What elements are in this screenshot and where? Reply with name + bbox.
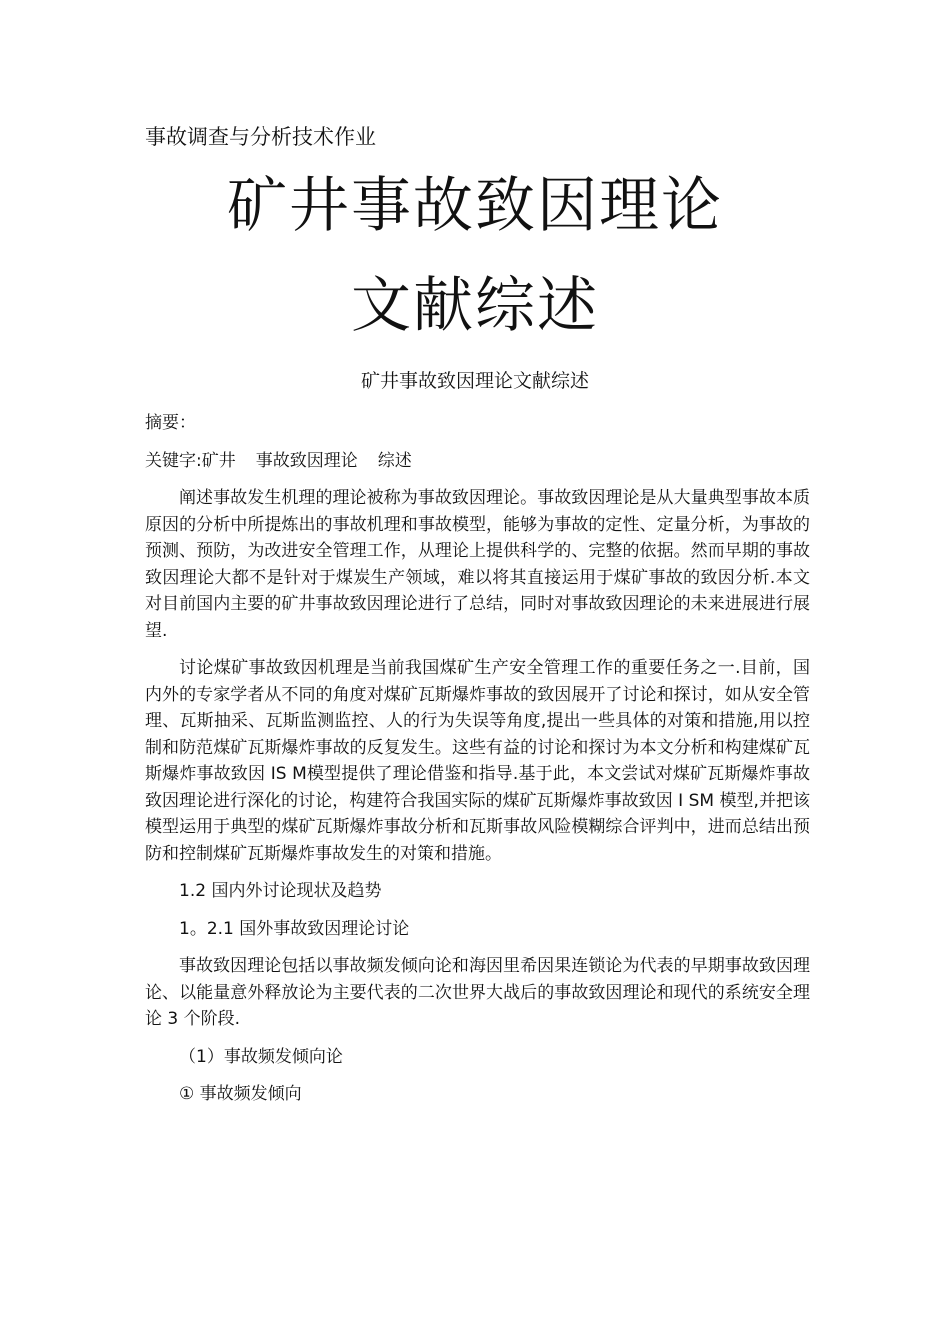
item-heading: （1）事故频发倾向论 (179, 1046, 343, 1067)
course-title: 事故调查与分析技术作业 (145, 125, 376, 149)
keyword-item: 综述 (377, 450, 412, 471)
main-title-line2: 文献综述 (351, 271, 599, 341)
paragraph-theory-stages: 事故致因理论包括以事故频发倾向论和海因里希因果连锁论为代表的早期事故致因理论、以能量意外释放论为主要代表的二次世界大战后的事故致因理论和现代的系统安全理论 3 个阶段. (145, 956, 810, 1029)
sub-item-heading: ① 事故频发倾向 (179, 1084, 302, 1104)
document-body (145, 410, 810, 1119)
paragraph-discussion: 讨论煤矿事故致因机理是当前我国煤矿生产安全管理工作的重要任务之一.目前，国内外的专家学者从不同的角度对煤矿瓦斯爆炸事故的致因展开了讨论和探讨，如从安全管理、瓦斯抽采、瓦斯监测监控、人的行为失误等角度,提出一些具体的对策和措施,用以控制和防范煤矿瓦斯爆炸事故的反复发生。这些有益的讨论和探讨为本文分析和构建煤矿瓦斯爆炸事故致因 IS M模型提供了理论借鉴和指导.基于此，本文尝试对煤矿瓦斯爆炸事故致因理论进行深化的讨论，构建符合我国实际的煤矿瓦斯爆炸事故致因 I SM 模型,并把该模型运用于典型的煤矿瓦斯爆炸事故分析和瓦斯事故风险模糊综合评判中，进而总结出预防和控制煤矿瓦斯爆炸事故发生的对策和措施。 (145, 658, 810, 864)
subtitle: 矿井事故致因理论文献综述 (360, 370, 589, 392)
keyword-item: 事故致因理论 (255, 450, 358, 471)
abstract-label: 摘要： (145, 413, 196, 433)
main-title-line1: 矿井事故致因理论 (227, 171, 723, 241)
paragraph-intro: 阐述事故发生机理的理论被称为事故致因理论。事故致因理论是从大量典型事故本质原因的分析中所提炼出的事故机理和事故模型，能够为事故的定性、定量分析，为事故的预测、预防，为改进安全管理工作，从理论上提供科学的、完整的依据。然而早期的事故致因理论大都不是针对于煤炭生产领域，难以将其直接运用于煤矿事故的致因分析.本文对目前国内主要的矿井事故致因理论进行了总结，同时对事故致因理论的未来进展进行展望. (145, 488, 810, 641)
subsection-heading: 1。2.1 国外事故致因理论讨论 (179, 918, 410, 939)
section-heading: 1.2 国内外讨论现状及趋势 (179, 881, 382, 901)
keyword-item: 矿井 (201, 450, 236, 471)
keywords-label: 关键字: (145, 450, 202, 471)
keywords-row (145, 448, 810, 475)
